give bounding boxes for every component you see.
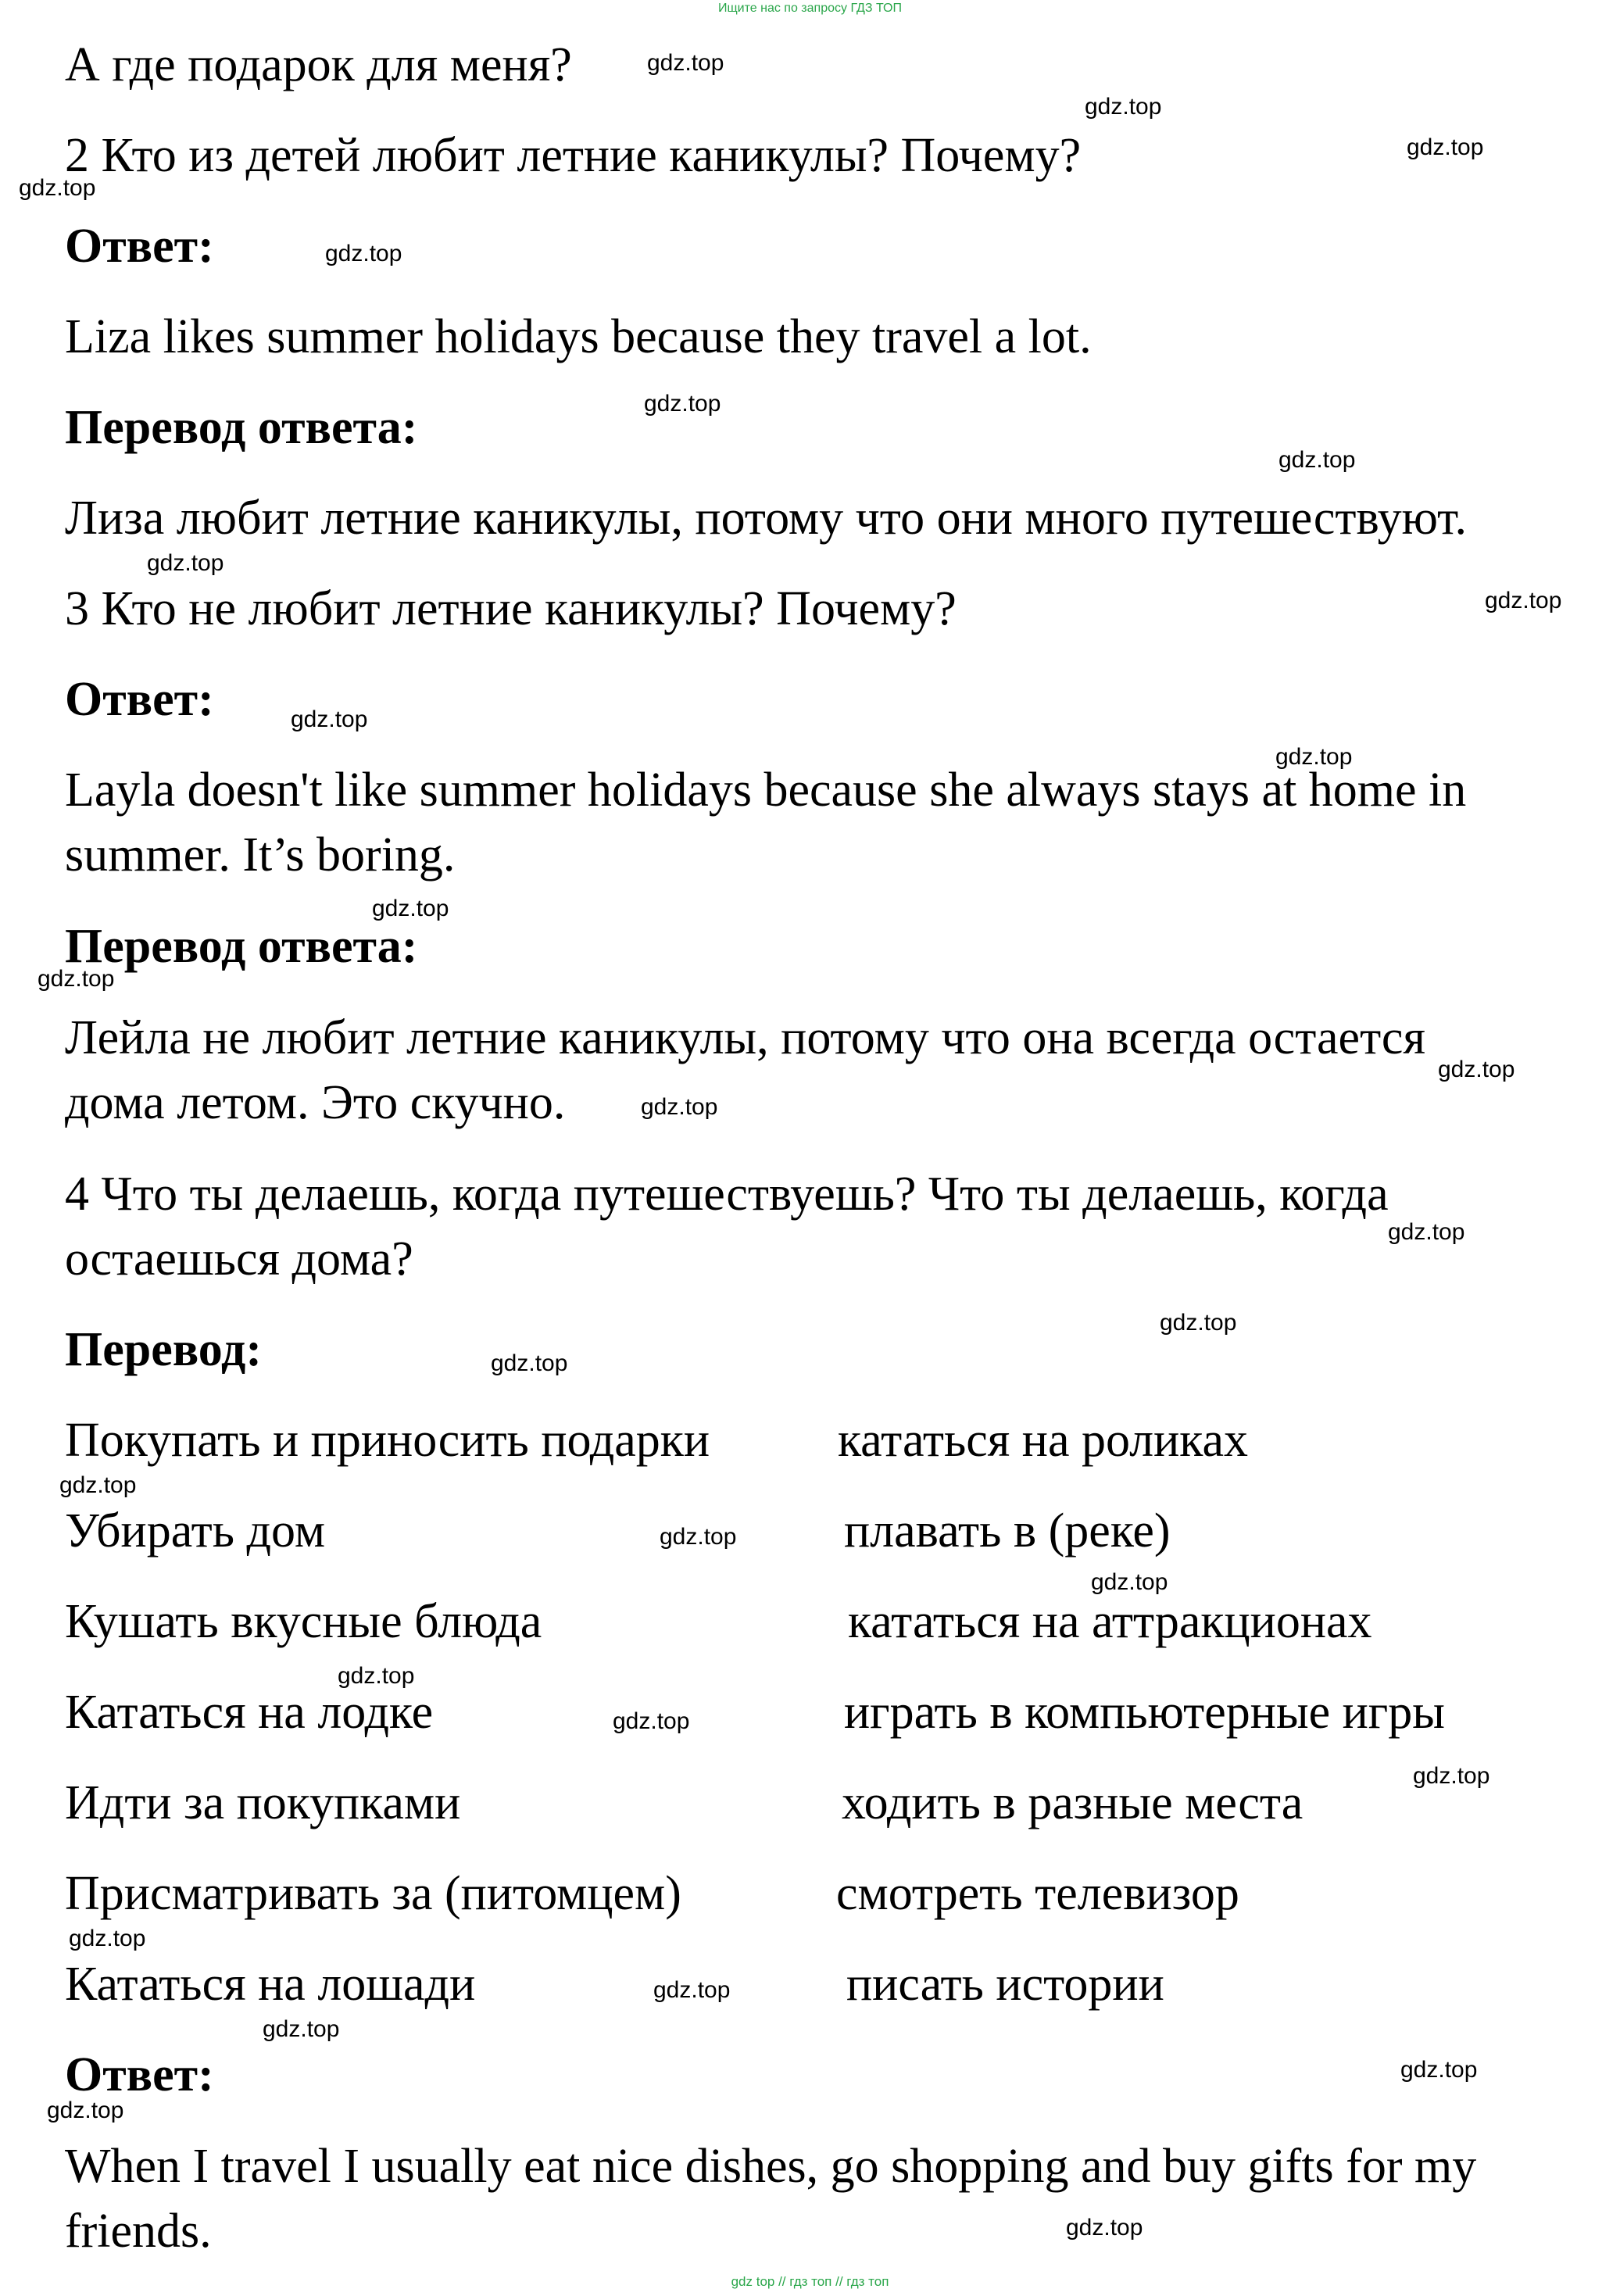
answer-3-line2: summer. It’s boring. bbox=[65, 828, 456, 882]
watermark: gdz.top bbox=[1091, 1569, 1168, 1595]
watermark: gdz.top bbox=[372, 896, 449, 921]
vocab-right-2: плавать в (реке) bbox=[844, 1504, 1171, 1557]
top-banner: Ищите нас по запросу ГДЗ ТОП bbox=[718, 2, 902, 15]
watermark: gdz.top bbox=[1085, 94, 1162, 120]
watermark: gdz.top bbox=[291, 706, 368, 732]
watermark: gdz.top bbox=[641, 1094, 718, 1120]
answer-label: Ответ: bbox=[65, 673, 214, 726]
watermark: gdz.top bbox=[1278, 447, 1356, 473]
answer-3-line1: Layla doesn't like summer holidays because she always stays at home in bbox=[65, 764, 1467, 817]
watermark: gdz.top bbox=[1485, 588, 1562, 613]
translation-2: Лиза любит летние каникулы, потому что они много путешествуют. bbox=[65, 492, 1468, 545]
answer-label: Ответ: bbox=[65, 2048, 214, 2101]
watermark: gdz.top bbox=[660, 1524, 737, 1550]
vocab-left-1: Покупать и приносить подарки bbox=[65, 1414, 710, 1467]
vocab-left-3: Кушать вкусные блюда bbox=[65, 1595, 542, 1648]
vocab-left-7: Кататься на лошади bbox=[65, 1958, 476, 2011]
footer-text: gdz top // гдз топ // гдз топ bbox=[731, 2274, 889, 2289]
watermark: gdz.top bbox=[19, 175, 96, 201]
translation-3-line1: Лейла не любит летние каникулы, потому что она всегда остается bbox=[65, 1011, 1425, 1064]
vocab-right-7: писать истории bbox=[846, 1958, 1164, 2011]
translation-label: Перевод ответа: bbox=[65, 401, 418, 454]
watermark: gdz.top bbox=[147, 550, 224, 576]
question-3: 3 Кто не любит летние каникулы? Почему? bbox=[65, 582, 957, 635]
vocab-right-3: кататься на аттракционах bbox=[848, 1595, 1372, 1648]
vocab-left-6: Присматривать за (питомцем) bbox=[65, 1867, 681, 1920]
watermark: gdz.top bbox=[613, 1708, 690, 1734]
question-2: 2 Кто из детей любит летние каникулы? Почему? bbox=[65, 129, 1082, 182]
watermark: gdz.top bbox=[325, 241, 402, 266]
translation-short-label: Перевод: bbox=[65, 1323, 263, 1376]
vocab-right-6: смотреть телевизор bbox=[836, 1867, 1239, 1920]
watermark: gdz.top bbox=[644, 391, 721, 417]
watermark: gdz.top bbox=[647, 50, 724, 76]
watermark: gdz.top bbox=[263, 2016, 340, 2042]
vocab-left-5: Идти за покупками bbox=[65, 1776, 461, 1829]
vocab-right-5: ходить в разные места bbox=[842, 1776, 1304, 1829]
watermark: gdz.top bbox=[1400, 2057, 1478, 2083]
watermark: gdz.top bbox=[59, 1472, 137, 1498]
watermark: gdz.top bbox=[1413, 1763, 1490, 1789]
watermark: gdz.top bbox=[38, 966, 115, 992]
translation-label: Перевод ответа: bbox=[65, 920, 418, 973]
watermark: gdz.top bbox=[1160, 1310, 1237, 1336]
answer-label: Ответ: bbox=[65, 220, 214, 273]
vocab-right-4: играть в компьютерные игры bbox=[844, 1686, 1445, 1739]
watermark: gdz.top bbox=[1275, 744, 1353, 770]
watermark: gdz.top bbox=[1407, 134, 1484, 160]
vocab-left-4: Кататься на лодке bbox=[65, 1686, 434, 1739]
watermark: gdz.top bbox=[69, 1926, 146, 1951]
watermark: gdz.top bbox=[653, 1977, 731, 2003]
question-4-line1: 4 Что ты делаешь, когда путешествуешь? Что ты делаешь, когда bbox=[65, 1168, 1389, 1221]
answer-4-line2: friends. bbox=[65, 2205, 212, 2258]
vocab-right-1: кататься на роликах bbox=[838, 1414, 1248, 1467]
watermark: gdz.top bbox=[1066, 2215, 1143, 2241]
answer-2: Liza likes summer holidays because they travel a lot. bbox=[65, 310, 1092, 363]
translation-3-line2: дома летом. Это скучно. bbox=[65, 1076, 566, 1129]
watermark: gdz.top bbox=[1438, 1057, 1515, 1082]
watermark: gdz.top bbox=[47, 2098, 124, 2123]
answer-4-line1: When I travel I usually eat nice dishes, go shopping and buy gifts for my bbox=[65, 2140, 1477, 2193]
watermark: gdz.top bbox=[338, 1663, 415, 1689]
watermark: gdz.top bbox=[491, 1350, 568, 1376]
watermark: gdz.top bbox=[1388, 1219, 1465, 1245]
vocab-left-2: Убирать дом bbox=[65, 1504, 326, 1557]
text-line-gift: А где подарок для меня? bbox=[65, 38, 572, 91]
question-4-line2: остаешься дома? bbox=[65, 1232, 413, 1286]
